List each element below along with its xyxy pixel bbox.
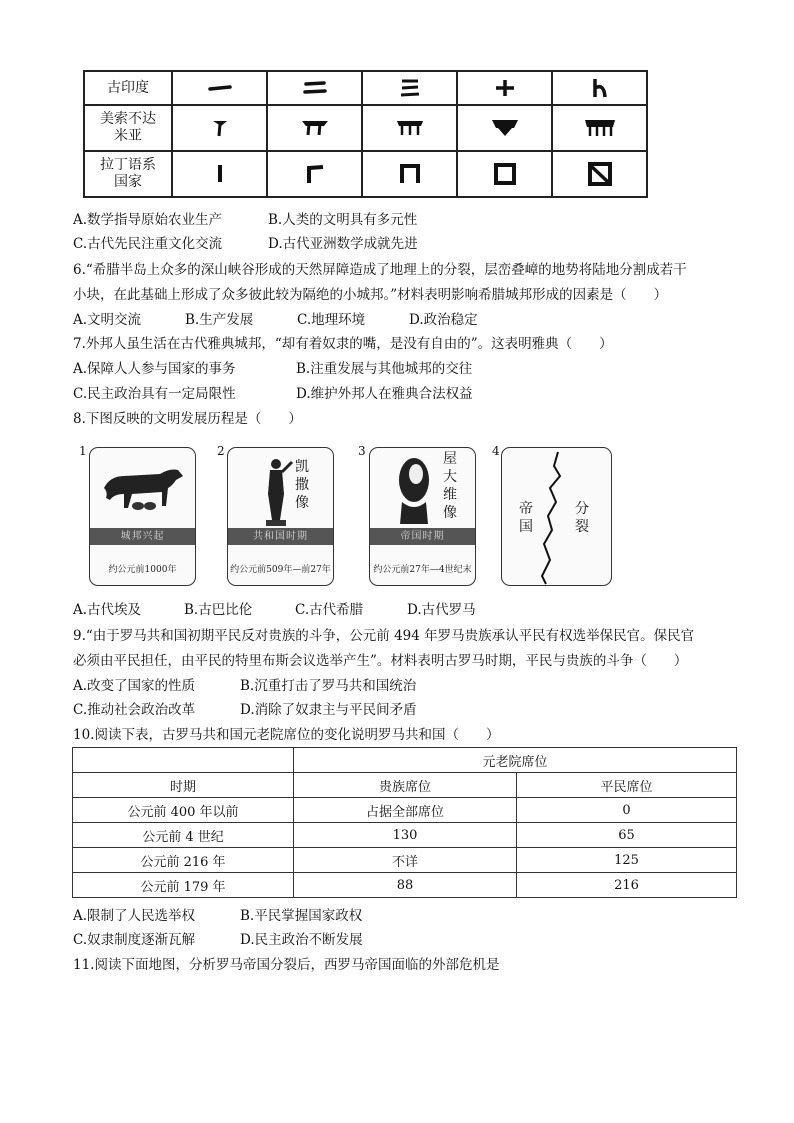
numeral-glyph-latin-3: [362, 151, 457, 197]
q8-option-d[interactable]: D.古代罗马: [407, 602, 476, 618]
statue-label: 屋大维像: [443, 451, 457, 521]
card-era-band: 帝国时期: [370, 528, 475, 545]
row-label: 古印度: [84, 71, 172, 105]
numeral-glyph-meso-4: [457, 105, 552, 151]
numeral-glyph-latin-1: [172, 151, 267, 197]
table-cell: 公元前 216 年: [73, 848, 294, 873]
q9-option-c[interactable]: C.推动社会政治改革: [73, 702, 196, 718]
table-header-row: [73, 748, 737, 773]
row-label: 拉丁语系 国家: [84, 151, 172, 197]
q9-option-a[interactable]: A.改变了国家的性质: [73, 678, 196, 694]
q7-option-b[interactable]: B.注重发展与其他城邦的交往: [296, 361, 473, 377]
table-row: [73, 823, 737, 848]
table-cell: 130: [294, 823, 517, 848]
numeral-glyph-meso-5: [552, 105, 647, 151]
table-cell: [73, 748, 294, 773]
table-cell: 公元前 179 年: [73, 873, 294, 898]
card-era-band: 城邦兴起: [90, 528, 195, 545]
q6-option-b[interactable]: B.生产发展: [185, 312, 254, 328]
table-cell: 公元前 4 世纪: [73, 823, 294, 848]
table-row: [73, 873, 737, 898]
numeral-glyph-meso-1: [172, 105, 267, 151]
card-caption: 约公元前509年—前27年: [230, 565, 331, 575]
card-caption: 约公元前27年—4世纪末: [373, 565, 472, 575]
numeral-glyph-meso-2: [267, 105, 362, 151]
map-label-empire: 帝国: [519, 501, 533, 535]
q5-option-d[interactable]: D.古代亚洲数学成就先进: [268, 236, 418, 252]
q5-option-b[interactable]: B.人类的文明具有多元性: [268, 212, 418, 228]
q10-stem: 10.阅读下表，古罗马共和国元老院席位的变化说明罗马共和国（ ）: [73, 727, 500, 743]
octavian-bust-icon: [384, 450, 444, 530]
table-cell: 不详: [294, 848, 517, 873]
q6-stem-line2: 小块，在此基础上形成了众多彼此较为隔绝的小城邦。”材料表明影响希腊城邦形成的因素是（ ）: [73, 287, 668, 303]
q7-stem: 7.外邦人虽生活在古代雅典城邦，“却有着奴隶的嘴，是没有自由的”。这表明雅典（ ）: [73, 336, 613, 352]
q10-option-d[interactable]: D.民主政治不断发展: [240, 932, 363, 948]
table-header: 平民席位: [517, 773, 737, 798]
q7-option-c[interactable]: C.民主政治具有一定局限性: [73, 386, 236, 402]
table-header: 贵族席位: [294, 773, 517, 798]
numeral-glyph-india-4: [457, 71, 552, 105]
q6-option-c[interactable]: C.地理环境: [297, 312, 366, 328]
map-label-split: 分裂: [575, 501, 589, 535]
numeral-table: [83, 70, 648, 198]
senate-seats-table: [72, 747, 737, 898]
q9-stem-line2: 必须由平民担任，由平民的特里布斯会议选举产生”。材料表明古罗马时期，平民与贵族的斗争（ ）: [73, 653, 688, 669]
q9-option-b[interactable]: B.沉重打击了罗马共和国统治: [240, 678, 417, 694]
q10-option-a[interactable]: A.限制了人民选举权: [73, 908, 196, 924]
table-cell: 65: [517, 823, 737, 848]
q6-option-d[interactable]: D.政治稳定: [409, 312, 478, 328]
table-header: 时期: [73, 773, 294, 798]
card-city-state: [89, 447, 196, 586]
q7-option-d[interactable]: D.维护外邦人在雅典合法权益: [296, 386, 473, 402]
q10-option-b[interactable]: B.平民掌握国家政权: [240, 908, 363, 924]
q5-option-a[interactable]: A.数学指导原始农业生产: [73, 212, 223, 228]
numeral-glyph-india-3: [362, 71, 457, 105]
table-cell: 0: [517, 798, 737, 823]
card-number-3: 3: [358, 444, 366, 458]
row-label: 美索不达 米亚: [84, 105, 172, 151]
numeral-row-india: [84, 71, 647, 105]
table-cell: 公元前 400 年以前: [73, 798, 294, 823]
statue-label: 凯撒像: [295, 459, 309, 511]
table-group-header: 元老院席位: [294, 748, 737, 773]
numeral-row-mesopotamia: [84, 105, 647, 151]
card-number-2: 2: [217, 444, 225, 458]
card-number-1: 1: [79, 444, 87, 458]
numeral-glyph-india-2: [267, 71, 362, 105]
q9-stem-line1: 9.“由于罗马共和国初期平民反对贵族的斗争，公元前 494 年罗马贵族承认平民有权选举保民官。保民官: [73, 628, 695, 644]
table-cell: 125: [517, 848, 737, 873]
she-wolf-icon: [90, 448, 195, 528]
table-row: [73, 848, 737, 873]
table-header-row: [73, 773, 737, 798]
q7-option-a[interactable]: A.保障人人参与国家的事务: [73, 361, 236, 377]
table-cell: 88: [294, 873, 517, 898]
card-era-band: 共和国时期: [228, 528, 333, 545]
numeral-glyph-latin-4: [457, 151, 552, 197]
q8-option-a[interactable]: A.古代埃及: [73, 602, 142, 618]
table-row: [73, 798, 737, 823]
numeral-glyph-latin-2: [267, 151, 362, 197]
q5-option-c[interactable]: C.古代先民注重文化交流: [73, 236, 223, 252]
numeral-glyph-india-1: [172, 71, 267, 105]
q10-option-c[interactable]: C.奴隶制度逐渐瓦解: [73, 932, 196, 948]
numeral-row-latin: [84, 151, 647, 197]
numeral-glyph-latin-5: [552, 151, 647, 197]
card-division-map: [501, 447, 612, 586]
q8-option-c[interactable]: C.古代希腊: [295, 602, 364, 618]
q9-option-d[interactable]: D.消除了奴隶主与平民间矛盾: [240, 702, 417, 718]
q8-stem: 8.下图反映的文明发展历程是（ ）: [73, 411, 302, 427]
table-cell: 占据全部席位: [294, 798, 517, 823]
card-empire: [369, 447, 476, 586]
card-republic: [227, 447, 334, 586]
card-caption: 约公元前1000年: [108, 565, 177, 575]
numeral-glyph-meso-3: [362, 105, 457, 151]
q8-option-b[interactable]: B.古巴比伦: [184, 602, 253, 618]
q6-option-a[interactable]: A.文明交流: [73, 312, 142, 328]
numeral-glyph-india-5: [552, 71, 647, 105]
q11-stem: 11.阅读下面地图，分析罗马帝国分裂后，西罗马帝国面临的外部危机是: [73, 957, 500, 973]
card-number-4: 4: [492, 444, 500, 458]
q6-stem-line1: 6.“希腊半岛上众多的深山峡谷形成的天然屏障造成了地理上的分裂，层峦叠嶂的地势将陆地分割成若干: [73, 262, 687, 278]
table-cell: 216: [517, 873, 737, 898]
